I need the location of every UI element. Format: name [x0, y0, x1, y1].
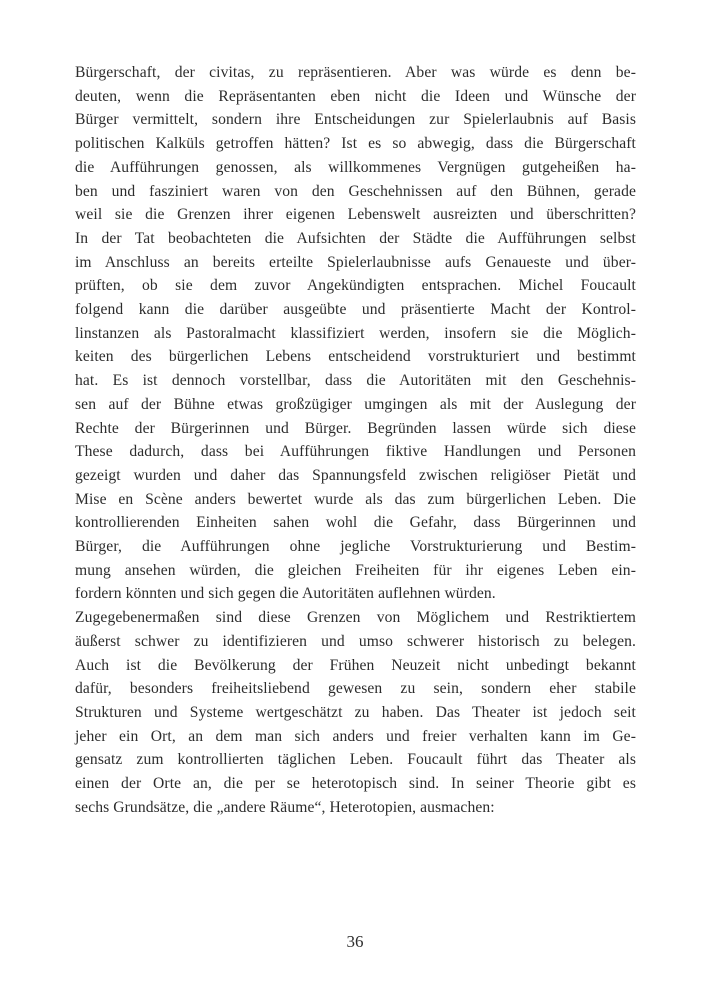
text-line: sen auf der Bühne etwas großzügiger umgingen als mit der Auslegung der [75, 395, 636, 413]
text-line: mung ansehen würden, die gleichen Freiheiten für ihr eigenes Leben ein- [75, 561, 636, 579]
text-line: sechs Grundsätze, die „andere Räume“, Heterotopien, ausmachen: [75, 798, 495, 816]
text-line: kontrollierenden Einheiten sahen wohl die Gefahr, dass Bürgerinnen und [75, 514, 636, 532]
text-line: deuten, wenn die Repräsentanten eben nicht die Ideen und Wünsche der [75, 87, 636, 105]
page-number: 36 [346, 932, 364, 951]
text-line: weil sie die Grenzen ihrer eigenen Lebenswelt ausreizten und überschritten? [75, 206, 636, 224]
text-line: In der Tat beobachteten die Aufsichten der Städte die Aufführungen selbst [75, 229, 636, 247]
text-line: prüften, ob sie dem zuvor Angekündigten entsprachen. Michel Foucault [75, 277, 636, 295]
text-line: gezeigt wurden und daher das Spannungsfeld zwischen religiöser Pietät und [75, 466, 636, 484]
text-line: Bürgerschaft, der civitas, zu repräsentieren. Aber was würde es denn be- [75, 64, 636, 81]
text-line: Zugegebenermaßen sind diese Grenzen von Möglichem und Restriktiertem [75, 609, 636, 627]
text-line: linstanzen als Pastoralmacht klassifiziert werden, insofern sie die Möglich- [75, 324, 636, 342]
text-line: keiten des bürgerlichen Lebens entscheidend vorstrukturiert und bestimmt [75, 348, 636, 366]
text-line: Strukturen und Systeme wertgeschätzt zu haben. Das Theater ist jedoch seit [75, 703, 636, 721]
text-line: fordern könnten und sich gegen die Autoritäten auflehnen würden. [75, 585, 496, 603]
text-line: folgend kann die darüber ausgeübte und präsentierte Macht der Kontrol- [75, 301, 636, 319]
text-line: gensatz zum kontrollierten täglichen Leben. Foucault führt das Theater als [75, 751, 636, 769]
text-line: äußerst schwer zu identifizieren und umso schwerer historisch zu belegen. [75, 632, 636, 650]
text-line: im Anschluss an bereits erteilte Spielerlaubnisse aufs Genaueste und über- [75, 253, 636, 271]
text-line: die Aufführungen genossen, als willkommenes Vergnügen gutgeheißen ha- [75, 158, 636, 176]
text-line: Auch ist die Bevölkerung der Frühen Neuzeit nicht unbedingt bekannt [75, 656, 636, 674]
text-line: Bürger, die Aufführungen ohne jegliche Vorstrukturierung und Bestim- [75, 538, 636, 556]
body-text [75, 61, 636, 820]
text-line: hat. Es ist dennoch vorstellbar, dass die Autoritäten mit den Geschehnis- [75, 372, 636, 390]
text-line: Rechte der Bürgerinnen und Bürger. Begründen lassen würde sich diese [75, 419, 636, 437]
text-line: dafür, besonders freiheitsliebend gewesen zu sein, sondern eher stabile [75, 680, 636, 698]
text-line: ben und fasziniert waren von den Geschehnissen auf den Bühnen, gerade [75, 182, 636, 200]
text-line: jeher ein Ort, an dem man sich anders und freier verhalten kann im Ge- [75, 727, 636, 745]
text-line: politischen Kalküls getroffen hätten? Ist es so abwegig, dass die Bürgerschaft [75, 135, 636, 153]
text-line: These dadurch, dass bei Aufführungen fiktive Handlungen und Personen [75, 443, 636, 461]
text-line: einen der Orte an, die per se heterotopisch sind. In seiner Theorie gibt es [75, 775, 636, 793]
text-line: Mise en Scène anders bewertet wurde als das zum bürgerlichen Leben. Die [75, 490, 636, 508]
text-line: Bürger vermittelt, sondern ihre Entscheidungen zur Spielerlaubnis auf Basis [75, 111, 636, 129]
